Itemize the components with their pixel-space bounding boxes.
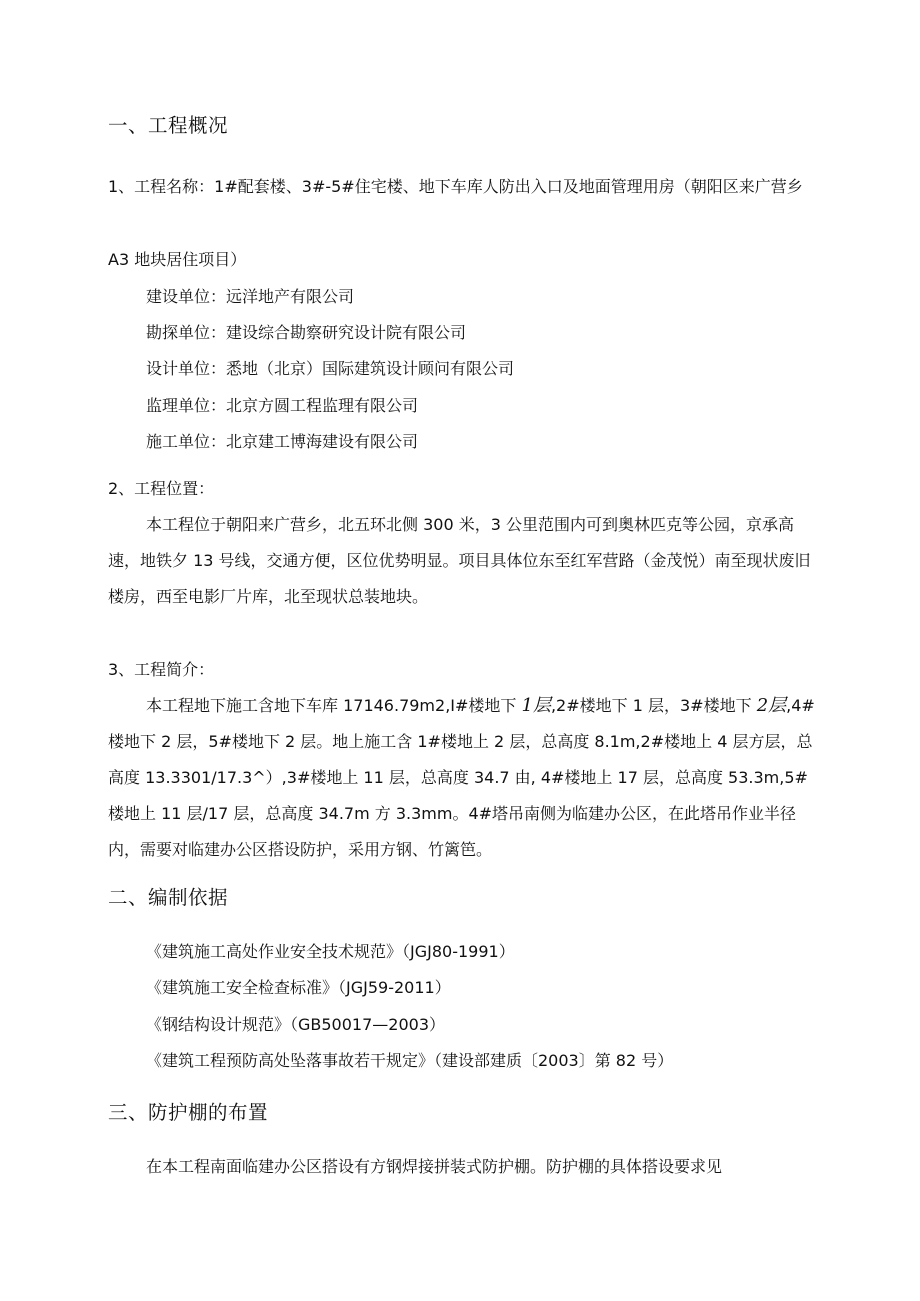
unit-construction: 建设单位：远洋地产有限公司 bbox=[146, 287, 355, 306]
project-name-continuation: A3 地块居住项目） bbox=[108, 250, 247, 269]
reference-item: 《钢结构设计规范》（GB50017—2003） bbox=[146, 1015, 445, 1034]
project-location-text: 本工程位于朝阳来广营乡，北五环北侧 300 米，3 公里范围内可到奥林匹克等公园，京承高速，地铁夕 13 号线，交通方便，区位优势明显。项目具体位东至红军营路（金茂悦）南至现状废旧楼房，西至电影厂片库，北至现状总装地块。 bbox=[108, 515, 811, 606]
section-heading-basis: 二、编制依据 bbox=[108, 886, 229, 909]
project-name-line bbox=[108, 169, 816, 205]
summary-part-2: ,2#楼地下 1 层，3#楼地下 bbox=[550, 696, 752, 715]
summary-italic-1: 1层 bbox=[521, 695, 551, 716]
reference-item: 《建筑施工安全检查标准》（JGJ59-2011） bbox=[146, 978, 451, 997]
project-summary-label: 3、工程简介： bbox=[108, 660, 215, 679]
reference-item: 《建筑施工高处作业安全技术规范》（JGJ80-1991） bbox=[146, 942, 515, 961]
project-location-label: 2、工程位置： bbox=[108, 479, 215, 498]
reference-item: 《建筑工程预防高处坠落事故若干规定》（建设部建质〔2003〕第 82 号） bbox=[146, 1051, 674, 1070]
summary-part-3: ,4#楼地下 2 层，5#楼地下 2 层。地上施工含 1#楼地上 2 层，总高度 8.1m,2#楼地上 4 层方层，总高度 13.3301/17.3^）,3#楼地上 11 层，总高度 34.7 由, 4#楼地上 17 层，总高度 53.3m,5#楼地上 11 层/17 层，总高度 34.7m 方 3.3mm。4#塔吊南侧为临建办公区，在此塔吊作业半径内，需要对临建办公区搭设防护，采用方钢、竹篱笆。 bbox=[108, 696, 815, 859]
layout-text: 在本工程南面临建办公区搭设有方钢焊接拼装式防护棚。防护棚的具体搭设要求见 bbox=[146, 1157, 723, 1176]
project-name-text: 1、工程名称：1#配套楼、3#-5#住宅楼、地下车库人防出入口及地面管理用房（朝阳区来广营乡 bbox=[108, 177, 803, 196]
summary-italic-2: 2层 bbox=[756, 695, 787, 716]
section-heading-overview: 一、工程概况 bbox=[108, 114, 229, 137]
summary-part-1: 本工程地下施工含地下车库 17146.79m2,I#楼地下 bbox=[146, 696, 517, 715]
project-summary-text bbox=[108, 688, 816, 868]
section-heading-layout: 三、防护棚的布置 bbox=[108, 1101, 269, 1124]
unit-contractor: 施工单位：北京建工博海建设有限公司 bbox=[146, 432, 419, 451]
unit-design: 设计单位：悉地（北京）国际建筑设计顾问有限公司 bbox=[146, 359, 515, 378]
unit-survey: 勘探单位：建设综合勘察研究设计院有限公司 bbox=[146, 323, 467, 342]
unit-supervision: 监理单位：北京方圆工程监理有限公司 bbox=[146, 396, 419, 415]
